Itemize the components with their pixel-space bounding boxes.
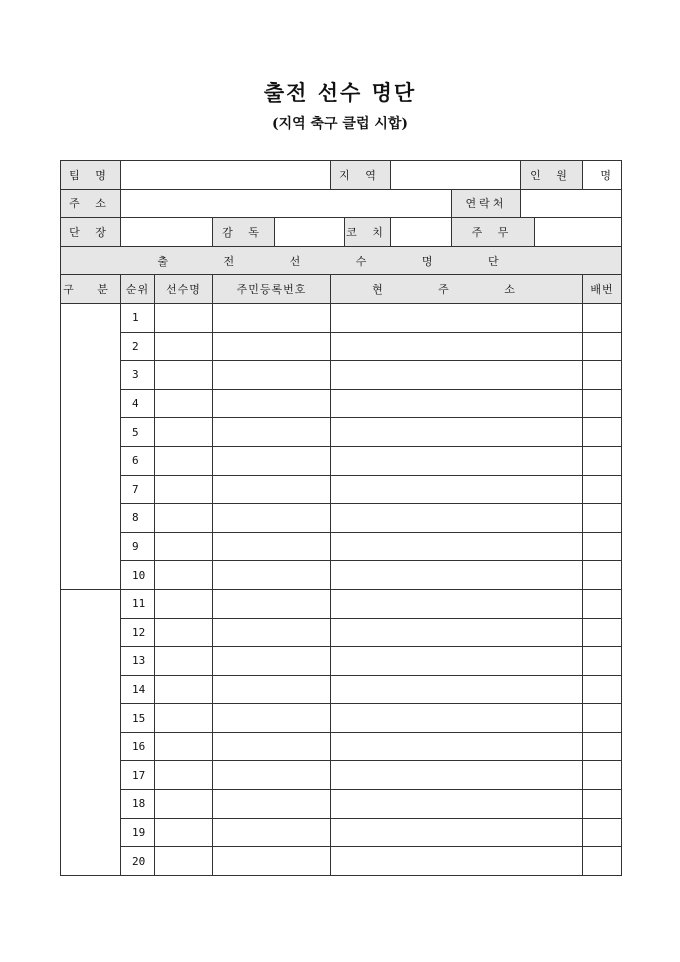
player-name-field[interactable]	[155, 532, 213, 561]
jersey-number-field[interactable]	[583, 589, 622, 618]
id-number-field[interactable]	[213, 504, 331, 533]
headcount-unit: 명	[600, 168, 611, 182]
category-field[interactable]	[61, 303, 121, 589]
id-number-field[interactable]	[213, 790, 331, 819]
id-number-field[interactable]	[213, 361, 331, 390]
player-address-field[interactable]	[331, 361, 583, 390]
order-number: 4	[121, 389, 155, 418]
id-number-field[interactable]	[213, 618, 331, 647]
region-label: 지 역	[331, 161, 391, 190]
jersey-number-field[interactable]	[583, 475, 622, 504]
player-address-field[interactable]	[331, 446, 583, 475]
order-number: 15	[121, 704, 155, 733]
id-number-field[interactable]	[213, 647, 331, 676]
player-name-field[interactable]	[155, 332, 213, 361]
player-name-field[interactable]	[155, 732, 213, 761]
player-row	[61, 418, 622, 447]
jersey-number-field[interactable]	[583, 818, 622, 847]
id-number-field[interactable]	[213, 446, 331, 475]
page-subtitle: (지역 축구 클럽 시합)	[271, 116, 409, 132]
player-name-field[interactable]	[155, 675, 213, 704]
staff-label: 주 무	[452, 218, 535, 247]
player-row	[61, 589, 622, 618]
player-name-field[interactable]	[155, 361, 213, 390]
col-id-number: 주민등록번호	[213, 275, 331, 304]
order-number: 8	[121, 504, 155, 533]
id-number-field[interactable]	[213, 532, 331, 561]
player-name-field[interactable]	[155, 847, 213, 876]
jersey-number-field[interactable]	[583, 704, 622, 733]
player-row	[61, 647, 622, 676]
player-row	[61, 532, 622, 561]
order-number: 6	[121, 446, 155, 475]
player-address-field[interactable]	[331, 732, 583, 761]
contact-label: 연락처	[452, 189, 521, 218]
column-header-row	[61, 275, 622, 304]
jersey-number-field[interactable]	[583, 675, 622, 704]
id-number-field[interactable]	[213, 389, 331, 418]
order-number: 18	[121, 790, 155, 819]
player-row	[61, 847, 622, 876]
player-row	[61, 704, 622, 733]
player-name-field[interactable]	[155, 475, 213, 504]
order-number: 7	[121, 475, 155, 504]
player-name-field[interactable]	[155, 704, 213, 733]
id-number-field[interactable]	[213, 303, 331, 332]
id-number-field[interactable]	[213, 475, 331, 504]
order-number: 16	[121, 732, 155, 761]
player-address-field[interactable]	[331, 790, 583, 819]
player-address-field[interactable]	[331, 704, 583, 733]
player-name-field[interactable]	[155, 647, 213, 676]
player-name-field[interactable]	[155, 818, 213, 847]
contact-field[interactable]	[521, 189, 622, 218]
player-name-field[interactable]	[155, 618, 213, 647]
manager-label: 감 독	[213, 218, 275, 247]
player-row	[61, 561, 622, 590]
jersey-number-field[interactable]	[583, 561, 622, 590]
id-number-field[interactable]	[213, 761, 331, 790]
player-name-field[interactable]	[155, 303, 213, 332]
jersey-number-field[interactable]	[583, 332, 622, 361]
player-address-field[interactable]	[331, 389, 583, 418]
id-number-field[interactable]	[213, 418, 331, 447]
order-number: 5	[121, 418, 155, 447]
player-name-field[interactable]	[155, 761, 213, 790]
jersey-number-field[interactable]	[583, 504, 622, 533]
order-number: 11	[121, 589, 155, 618]
headcount-label: 인 원	[521, 161, 583, 190]
id-number-field[interactable]	[213, 332, 331, 361]
player-address-field[interactable]	[331, 818, 583, 847]
address-field[interactable]	[121, 189, 452, 218]
player-address-field[interactable]	[331, 589, 583, 618]
player-address-field[interactable]	[331, 675, 583, 704]
section-row	[61, 246, 622, 275]
player-address-field[interactable]	[331, 504, 583, 533]
player-name-field[interactable]	[155, 561, 213, 590]
order-number: 2	[121, 332, 155, 361]
address-label: 주 소	[61, 189, 121, 218]
player-row	[61, 732, 622, 761]
jersey-number-field[interactable]	[583, 847, 622, 876]
category-field[interactable]	[61, 589, 121, 875]
id-number-field[interactable]	[213, 818, 331, 847]
region-field[interactable]	[391, 161, 521, 190]
id-number-field[interactable]	[213, 589, 331, 618]
player-row	[61, 790, 622, 819]
player-row	[61, 504, 622, 533]
jersey-number-field[interactable]	[583, 446, 622, 475]
player-row	[61, 818, 622, 847]
order-number: 9	[121, 532, 155, 561]
player-address-field[interactable]	[331, 561, 583, 590]
player-row	[61, 761, 622, 790]
order-number: 20	[121, 847, 155, 876]
order-number: 17	[121, 761, 155, 790]
player-name-field[interactable]	[155, 790, 213, 819]
order-number: 3	[121, 361, 155, 390]
player-row	[61, 675, 622, 704]
player-row	[61, 332, 622, 361]
jersey-number-field[interactable]	[583, 303, 622, 332]
id-number-field[interactable]	[213, 732, 331, 761]
coach-field[interactable]	[391, 218, 452, 247]
player-address-field[interactable]	[331, 761, 583, 790]
player-row	[61, 618, 622, 647]
headcount-field[interactable]	[583, 161, 622, 190]
order-number: 12	[121, 618, 155, 647]
id-number-field[interactable]	[213, 675, 331, 704]
jersey-number-field[interactable]	[583, 361, 622, 390]
col-jersey: 배번	[583, 275, 622, 304]
jersey-number-field[interactable]	[583, 532, 622, 561]
staff-row	[61, 218, 622, 247]
order-number: 10	[121, 561, 155, 590]
team-info-row	[61, 161, 622, 190]
section-title: 출 전 선 수 명 단	[61, 246, 622, 275]
player-row	[61, 361, 622, 390]
jersey-number-field[interactable]	[583, 761, 622, 790]
team-name-label: 팀 명	[61, 161, 121, 190]
player-name-field[interactable]	[155, 589, 213, 618]
col-name: 선수명	[155, 275, 213, 304]
player-address-field[interactable]	[331, 332, 583, 361]
player-address-field[interactable]	[331, 532, 583, 561]
jersey-number-field[interactable]	[583, 732, 622, 761]
leader-label: 단 장	[61, 218, 121, 247]
id-number-field[interactable]	[213, 561, 331, 590]
player-name-field[interactable]	[155, 504, 213, 533]
manager-field[interactable]	[275, 218, 345, 247]
order-number: 1	[121, 303, 155, 332]
jersey-number-field[interactable]	[583, 418, 622, 447]
coach-label: 코 치	[345, 218, 391, 247]
player-address-field[interactable]	[331, 847, 583, 876]
player-address-field[interactable]	[331, 418, 583, 447]
jersey-number-field[interactable]	[583, 790, 622, 819]
player-row	[61, 475, 622, 504]
jersey-number-field[interactable]	[583, 389, 622, 418]
id-number-field[interactable]	[213, 847, 331, 876]
player-address-field[interactable]	[331, 647, 583, 676]
page-title: 출전 선수 명단	[263, 80, 417, 105]
player-row	[61, 303, 622, 332]
player-name-field[interactable]	[155, 446, 213, 475]
staff-field[interactable]	[535, 218, 622, 247]
player-row	[61, 389, 622, 418]
player-name-field[interactable]	[155, 418, 213, 447]
player-name-field[interactable]	[155, 389, 213, 418]
leader-field[interactable]	[121, 218, 213, 247]
player-row	[61, 446, 622, 475]
roster-form	[60, 160, 622, 876]
col-category: 구 분	[61, 275, 121, 304]
player-address-field[interactable]	[331, 618, 583, 647]
team-name-field[interactable]	[121, 161, 331, 190]
jersey-number-field[interactable]	[583, 618, 622, 647]
jersey-number-field[interactable]	[583, 647, 622, 676]
player-address-field[interactable]	[331, 303, 583, 332]
col-order: 순위	[121, 275, 155, 304]
address-row	[61, 189, 622, 218]
order-number: 14	[121, 675, 155, 704]
id-number-field[interactable]	[213, 704, 331, 733]
player-address-field[interactable]	[331, 475, 583, 504]
col-address: 현 주 소	[331, 275, 583, 304]
order-number: 19	[121, 818, 155, 847]
order-number: 13	[121, 647, 155, 676]
